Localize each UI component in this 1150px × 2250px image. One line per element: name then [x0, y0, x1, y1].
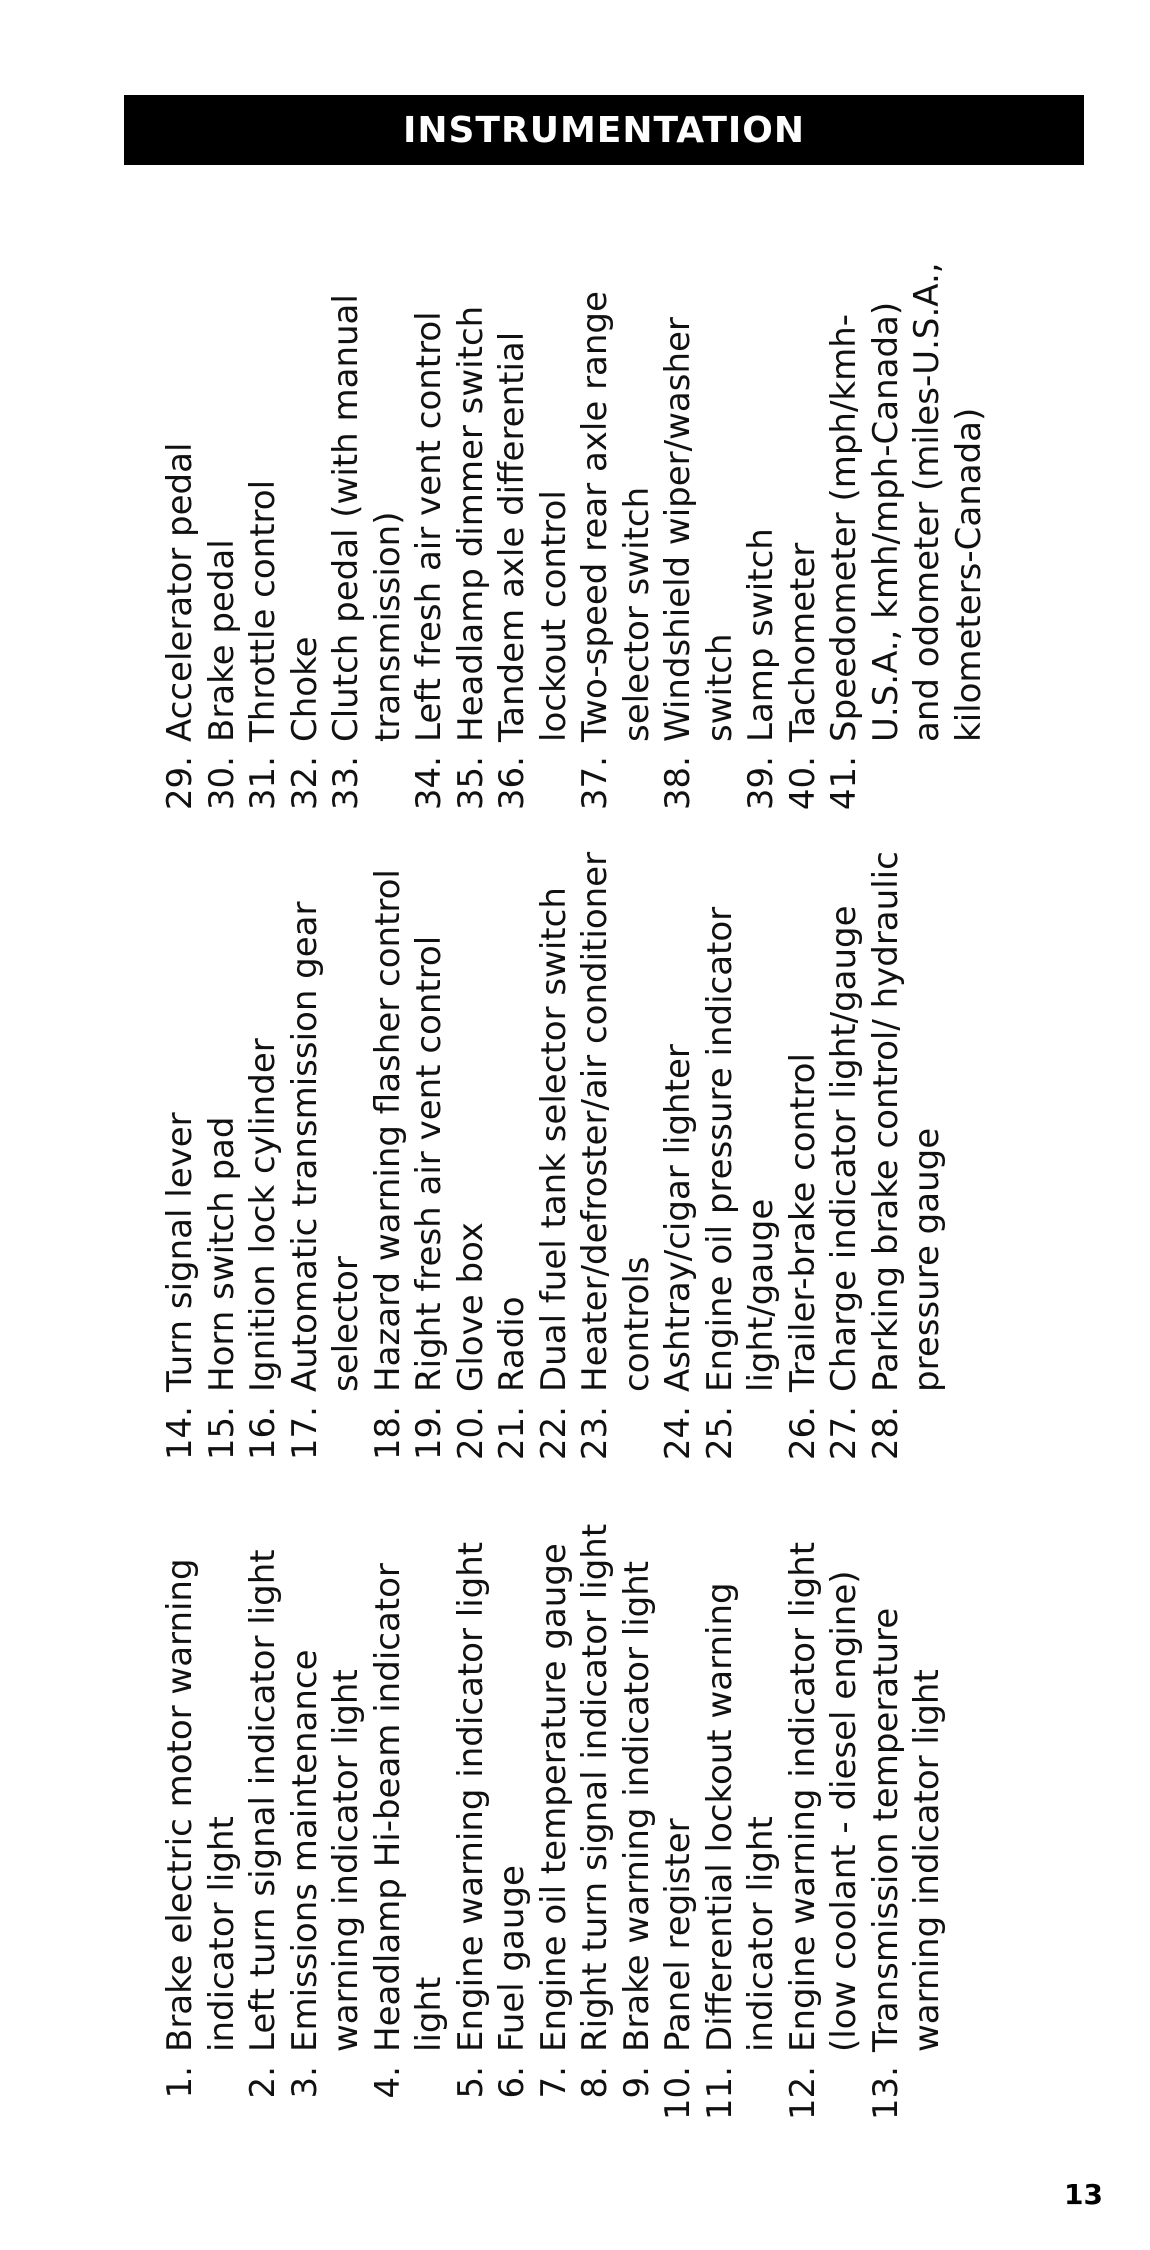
- legend-item-label: Left turn signal indicator light: [243, 1549, 283, 2052]
- section-title: INSTRUMENTATION: [402, 109, 806, 151]
- legend-item-number: 26.: [782, 1406, 823, 1461]
- legend-item: [700, 850, 783, 1470]
- legend-item: [160, 1510, 243, 2130]
- legend-item: [202, 850, 244, 1470]
- legend-item: [368, 1510, 451, 2130]
- legend-item-number: 29.: [160, 756, 200, 811]
- legend-item: [326, 230, 409, 820]
- legend-item-number: 32.: [284, 756, 325, 811]
- legend-item-number: 8.: [575, 2066, 615, 2099]
- legend-item: [285, 850, 368, 1470]
- legend-item-label: Engine oil temperature gauge: [533, 1543, 574, 2052]
- legend-item-number: 5.: [450, 2066, 491, 2099]
- legend-item-label: Choke: [284, 636, 325, 742]
- legend-item: [285, 230, 327, 820]
- legend-item-number: 14.: [160, 1406, 200, 1461]
- legend-item-label: Horn switch pad: [201, 1116, 242, 1392]
- legend-item-label: Tandem axle differential lockout control: [492, 331, 574, 742]
- legend-item-label: Lamp switch: [741, 528, 781, 742]
- page-number: 13: [1064, 2178, 1103, 2211]
- legend-item-number: 11.: [699, 2066, 740, 2121]
- legend-item-number: 6.: [492, 2066, 532, 2099]
- legend-column-1: [160, 1510, 1060, 2130]
- legend-item: [492, 850, 534, 1470]
- legend-item: [409, 850, 451, 1470]
- legend-item-label: Headlamp dimmer switch: [450, 305, 491, 742]
- legend-item-number: 18.: [367, 1406, 408, 1461]
- legend-item-number: 10.: [658, 2066, 698, 2121]
- legend-item-number: 19.: [409, 1406, 449, 1461]
- legend-item: [700, 1510, 783, 2130]
- legend-item: [575, 1510, 617, 2130]
- legend-item-number: 17.: [284, 1406, 325, 1461]
- legend-item-label: Automatic transmission gear selector: [284, 901, 366, 1392]
- legend-item-number: 7.: [533, 2066, 574, 2099]
- legend-item-number: 34.: [409, 756, 449, 811]
- legend-item-label: Windshield wiper/washer switch: [658, 317, 740, 742]
- legend-item-label: Parking brake control/ hydraulic pressure gauge: [865, 851, 947, 1392]
- legend-item-label: Ignition lock cylinder: [243, 1038, 283, 1392]
- legend-item: [658, 1510, 700, 2130]
- legend-item-label: Radio: [492, 1296, 532, 1392]
- legend-item-number: 16.: [243, 1406, 283, 1461]
- legend-item-label: Emissions maintenance warning indicator light: [284, 1649, 366, 2052]
- legend-column-2: [160, 850, 1060, 1470]
- legend-item: [783, 850, 825, 1470]
- legend-item: [160, 850, 202, 1470]
- legend-item-number: 40.: [782, 756, 823, 811]
- legend-item: [409, 230, 451, 820]
- legend-item-number: 2.: [243, 2066, 283, 2099]
- legend-item: [243, 1510, 285, 2130]
- legend-item-label: Right fresh air vent control: [409, 935, 449, 1392]
- legend-item: [575, 850, 658, 1470]
- legend-item-label: Clutch pedal (with manual transmission): [326, 294, 408, 742]
- legend-item-number: 4.: [367, 2066, 408, 2099]
- legend-item-number: 23.: [575, 1406, 615, 1461]
- legend-item-label: Right turn signal indicator light: [575, 1523, 615, 2052]
- legend-item-label: Charge indicator light/gauge: [824, 905, 864, 1392]
- legend-item-number: 25.: [699, 1406, 740, 1461]
- legend-item-label: Hazard warning flasher control: [367, 869, 408, 1392]
- legend-item-number: 28.: [865, 1406, 906, 1461]
- legend-item-number: 3.: [284, 2066, 325, 2099]
- legend-item: [617, 1510, 659, 2130]
- legend-item: [658, 850, 700, 1470]
- legend-item: [285, 1510, 368, 2130]
- legend-item-number: 9.: [616, 2066, 657, 2099]
- legend-item-label: Headlamp Hi-beam indicator light: [367, 1563, 449, 2052]
- legend-item: [492, 230, 575, 820]
- legend-item-label: Transmission temperature warning indicator light: [865, 1607, 947, 2052]
- legend-item-label: Engine warning indicator light (low coolant - diesel engine): [782, 1541, 864, 2052]
- legend-item-number: 37.: [575, 756, 615, 811]
- legend-item-label: Heater/defroster/air conditioner controls: [575, 851, 657, 1392]
- legend-item-number: 39.: [741, 756, 781, 811]
- legend-item: [202, 230, 244, 820]
- legend-item-number: 13.: [865, 2066, 906, 2121]
- legend-item: [160, 230, 202, 820]
- legend-item: [824, 850, 866, 1470]
- instrument-legend: [160, 230, 1060, 2130]
- legend-item-number: 30.: [201, 756, 242, 811]
- legend-item: [451, 1510, 493, 2130]
- legend-item-label: Glove box: [450, 1222, 491, 1392]
- legend-item-label: Brake pedal: [201, 539, 242, 742]
- legend-item: [368, 850, 410, 1470]
- legend-item-number: 35.: [450, 756, 491, 811]
- legend-item: [866, 850, 949, 1470]
- legend-item: [451, 850, 493, 1470]
- legend-item: [243, 850, 285, 1470]
- legend-item: [866, 1510, 949, 2130]
- legend-item: [741, 230, 783, 820]
- legend-item-number: 27.: [824, 1406, 864, 1461]
- legend-item-label: Trailer-brake control: [782, 1053, 823, 1392]
- legend-item-number: 1.: [160, 2066, 200, 2099]
- legend-item: [243, 230, 285, 820]
- legend-item-label: Turn signal lever: [160, 1112, 200, 1392]
- legend-item-label: Dual fuel tank selector switch: [533, 887, 574, 1392]
- legend-item-number: 22.: [533, 1406, 574, 1461]
- legend-item-number: 15.: [201, 1406, 242, 1461]
- legend-item-number: 36.: [492, 756, 532, 811]
- legend-item: [658, 230, 741, 820]
- legend-item-label: Panel register: [658, 1818, 698, 2052]
- legend-item-label: Differential lockout warning indicator light: [699, 1582, 781, 2052]
- legend-item-label: Ashtray/cigar lighter: [658, 1044, 698, 1392]
- legend-item-number: 38.: [658, 756, 698, 811]
- legend-item: [492, 1510, 534, 2130]
- legend-item-number: 41.: [824, 756, 864, 811]
- legend-item-label: Tachometer: [782, 542, 823, 742]
- legend-item-label: Brake warning indicator light: [616, 1560, 657, 2052]
- legend-item-label: Two-speed rear axle range selector switch: [575, 291, 657, 742]
- legend-item: [783, 1510, 866, 2130]
- legend-column-3: [160, 230, 1060, 820]
- legend-item-number: 24.: [658, 1406, 698, 1461]
- legend-item-number: 33.: [326, 756, 366, 811]
- legend-item: [783, 230, 825, 820]
- legend-item-label: Engine oil pressure indicator light/gauge: [699, 906, 781, 1392]
- legend-item-label: Engine warning indicator light: [450, 1541, 491, 2052]
- legend-item-label: Accelerator pedal: [160, 442, 200, 742]
- legend-item-label: Speedometer (mph/kmh-U.S.A., kmh/mph-Canada) and odometer (miles-U.S.A., kilometers-Canada): [824, 262, 989, 742]
- legend-item-label: Left fresh air vent control: [409, 311, 449, 742]
- legend-item-number: 31.: [243, 756, 283, 811]
- legend-item: [534, 850, 576, 1470]
- legend-item-label: Fuel gauge: [492, 1865, 532, 2052]
- legend-item-number: 21.: [492, 1406, 532, 1461]
- legend-item-number: 20.: [450, 1406, 491, 1461]
- legend-item-number: 12.: [782, 2066, 823, 2121]
- legend-item: [451, 230, 493, 820]
- legend-item: [534, 1510, 576, 2130]
- section-header-bar: [124, 95, 1084, 165]
- legend-item-label: Throttle control: [243, 479, 283, 742]
- legend-item: [575, 230, 658, 820]
- legend-item-label: Brake electric motor warning indicator light: [160, 1558, 242, 2052]
- legend-item: [824, 230, 990, 820]
